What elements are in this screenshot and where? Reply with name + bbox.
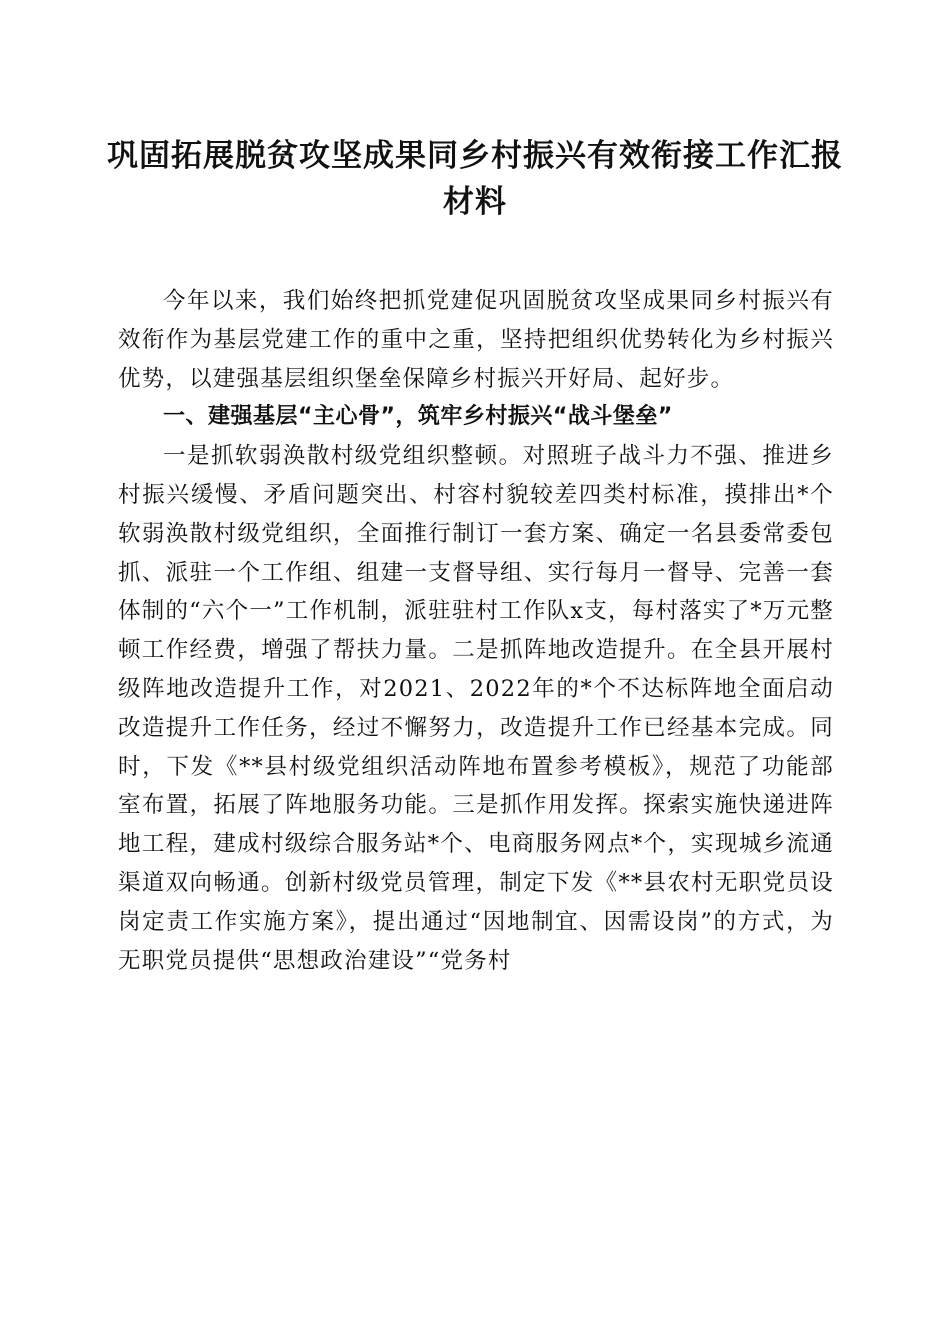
document-title: 巩固拓展脱贫攻坚成果同乡村振兴有效衔接工作汇报材料 (107, 138, 843, 220)
intro-paragraph: 今年以来，我们始终把抓党建促巩固脱贫攻坚成果同乡村振兴有效衔作为基层党建工作的重中之重，坚持把组织优势转化为乡村振兴优势，以建强基层组织堡垒保障乡村振兴开好局、起好步。 (118, 288, 834, 392)
section-paragraph: 一是抓软弱涣散村级党组织整顿。对照班子战斗力不强、推进乡村振兴缓慢、矛盾问题突出、村容村貌较差四类村标准，摸排出*个软弱涣散村级党组织，全面推行制订一套方案、确定一名县委常委包抓、派驻一个工作组、组建一支督导组、实行每月一督导、完善一套体制的“六个一”工作机制，派驻驻村工作队x支，每村落实了*万元整顿工作经费，增强了帮扶力量。二是抓阵地改造提升。在全县开展村级阵地改造提升工作，对2021、2022年的*个不达标阵地全面启动改造提升工作任务，经过不懈努力，改造提升工作已经基本完成。同时，下发《**县村级党组织活动阵地布置参考模板》，规范了功能部室布置，拓展了阵地服务功能。三是抓作用发挥。探索实施快递进阵地工程，建成村级综合服务站*个、电商服务网点*个，实现城乡流通渠道双向畅通。创新村级党员管理，制定下发《**县农村无职党员设岗定责工作实施方案》，提出通过“因地制宜、因需设岗”的方式，为无职党员提供“思想政治建设”“党务村 (118, 443, 834, 974)
document-body (118, 282, 834, 980)
section-heading: 一、建强基层“主心骨”，筑牢乡村振兴“战斗堡垒” (163, 404, 673, 430)
